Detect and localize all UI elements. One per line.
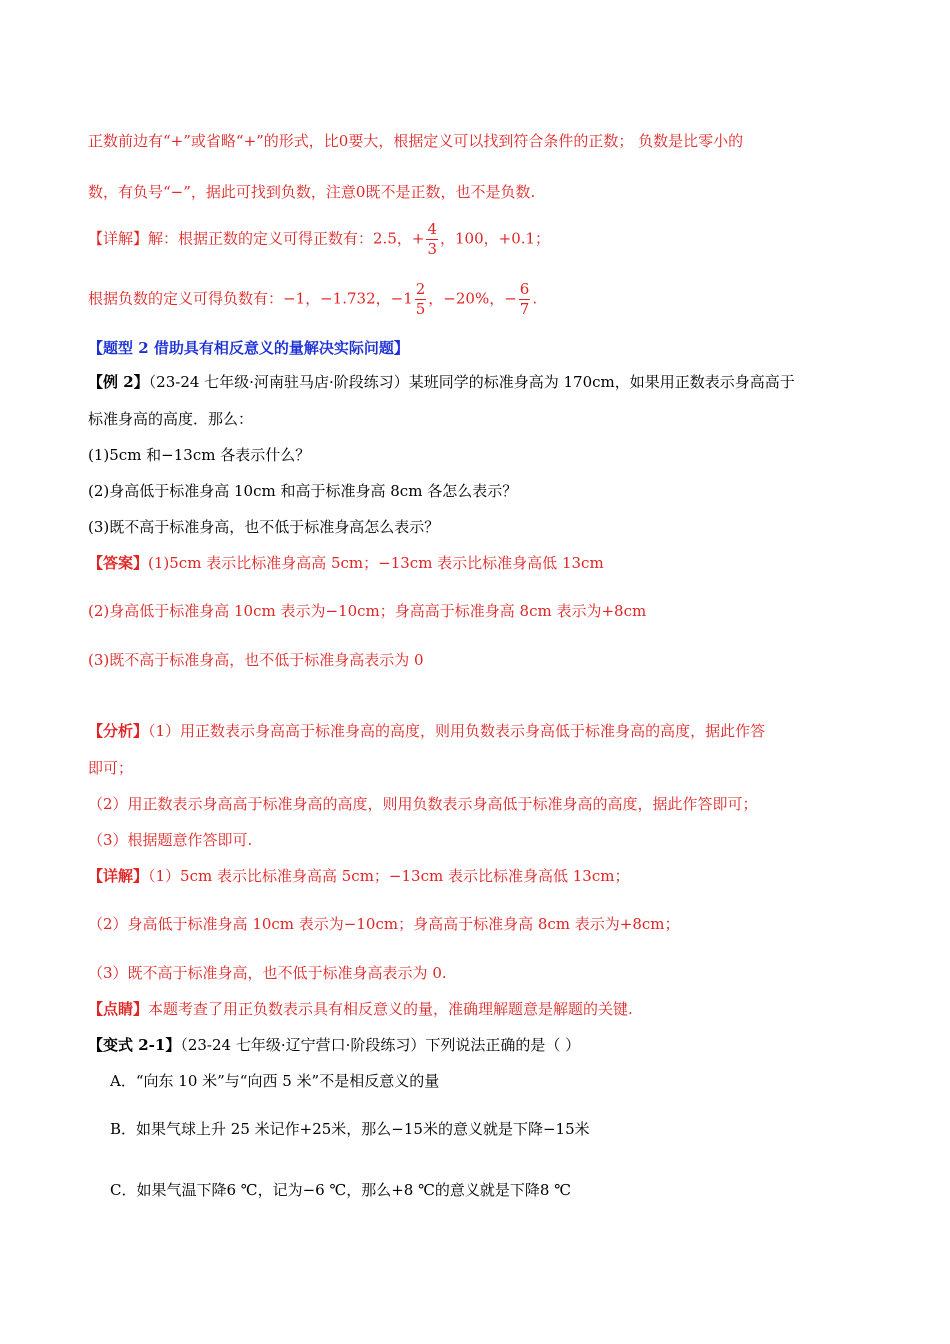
answer-2: (2)身高低于标准身高 10cm 表示为−10cm；身高高于标准身高 8cm 表示为+8cm: [88, 602, 647, 620]
negative-suffix: .: [532, 289, 538, 308]
example2-intro-line-1: [88, 375, 795, 390]
positive-prefix: 解：根据正数的定义可得正数有：2.5，+: [148, 229, 425, 248]
answer-3: (3)既不高于标准身高，也不低于标准身高表示为 0: [88, 651, 424, 669]
type2-heading: 【题型 2 借助具有相反意义的量解决实际问题】: [88, 339, 409, 357]
detail1-negative-line: [88, 282, 537, 317]
negative-mid: ，−20%，−: [428, 289, 517, 308]
detail2-1: （1）5cm 表示比标准身高高 5cm；−13cm 表示比标准身高低 13cm；: [148, 867, 630, 885]
question-1: (1)5cm 和−13cm 各表示什么？: [88, 446, 311, 464]
comment-label: 【点睛】: [88, 1000, 149, 1018]
detail-label: 【详解】: [88, 229, 149, 248]
option-a: A．“向东 10 米”与“向西 5 米”不是相反意义的量: [110, 1072, 440, 1090]
detail2-line-2: （2）身高低于标准身高 10cm 表示为−10cm；身高高于标准身高 8cm 表示为+8cm；: [88, 915, 680, 933]
detail2-label: 【详解】: [88, 867, 149, 885]
analysis-continued-line-2: 数，有负号“−”，据此可找到负数，注意0既不是正数，也不是负数.: [88, 183, 536, 201]
variant-label: 【变式 2-1】: [88, 1036, 181, 1054]
analysis2-line-1: [88, 724, 765, 739]
fraction-6-7: $\frac{6}{7}$: [519, 280, 530, 318]
positive-suffix: ，100，+0.1；: [440, 229, 551, 248]
fraction-2-5: $\frac{2}{5}$: [415, 280, 426, 318]
question-3: (3)既不高于标准身高，也不低于标准身高怎么表示？: [88, 518, 440, 536]
analysis-1: （1）用正数表示身高高于标准身高的高度，则用负数表示身高低于标准身高的高度，据此作答: [148, 722, 766, 740]
comment-line: [88, 1002, 633, 1017]
example2-intro-line-2: 标准身高的高度．那么：: [88, 410, 254, 428]
analysis-continued-line-1: 正数前边有“+”或省略“+”的形式，比0要大，根据定义可以找到符合条件的正数； 负数是比零小的: [88, 132, 744, 150]
analysis2-line-3: （3）根据题意作答即可.: [88, 831, 253, 849]
fraction-4-3: $\frac{4}{3}$: [427, 220, 437, 258]
example-label: 【例 2】: [88, 373, 149, 391]
comment-text: 本题考查了用正负数表示具有相反意义的量，准确理解题意是解题的关键.: [148, 1000, 633, 1018]
option-c: C．如果气温下降6 ℃，记为−6 ℃，那么+8 ℃的意义就是下降8 ℃: [110, 1181, 571, 1199]
answer-line-1: [88, 556, 604, 571]
detail2-line-3: （3）既不高于标准身高，也不低于标准身高表示为 0.: [88, 964, 447, 982]
analysis2-line-2: （2）用正数表示身高高于标准身高的高度，则用负数表示身高低于标准身高的高度，据此作答即可；: [88, 795, 758, 813]
example-intro: （23-24 七年级·河南驻马店·阶段练习）某班同学的标准身高为 170cm，如果用正数表示身高高于: [148, 373, 795, 391]
variant-intro: （23-24 七年级·辽宁营口·阶段练习）下列说法正确的是（ ）: [180, 1036, 581, 1054]
detail2-line-1: [88, 869, 629, 884]
analysis2-line-1b: 即可；: [88, 759, 134, 777]
variant21-intro-line: [88, 1038, 580, 1053]
negative-prefix: 根据负数的定义可得负数有：−1，−1.732，−1: [88, 289, 413, 308]
analysis-label: 【分析】: [88, 722, 149, 740]
detail1-positive-line: [88, 222, 550, 257]
answer-1: (1)5cm 表示比标准身高高 5cm；−13cm 表示比标准身高低 13cm: [148, 554, 604, 572]
option-b: B．如果气球上升 25 米记作+25米，那么−15米的意义就是下降−15米: [110, 1120, 590, 1138]
answer-label: 【答案】: [88, 554, 149, 572]
question-2: (2)身高低于标准身高 10cm 和高于标准身高 8cm 各怎么表示？: [88, 482, 518, 500]
